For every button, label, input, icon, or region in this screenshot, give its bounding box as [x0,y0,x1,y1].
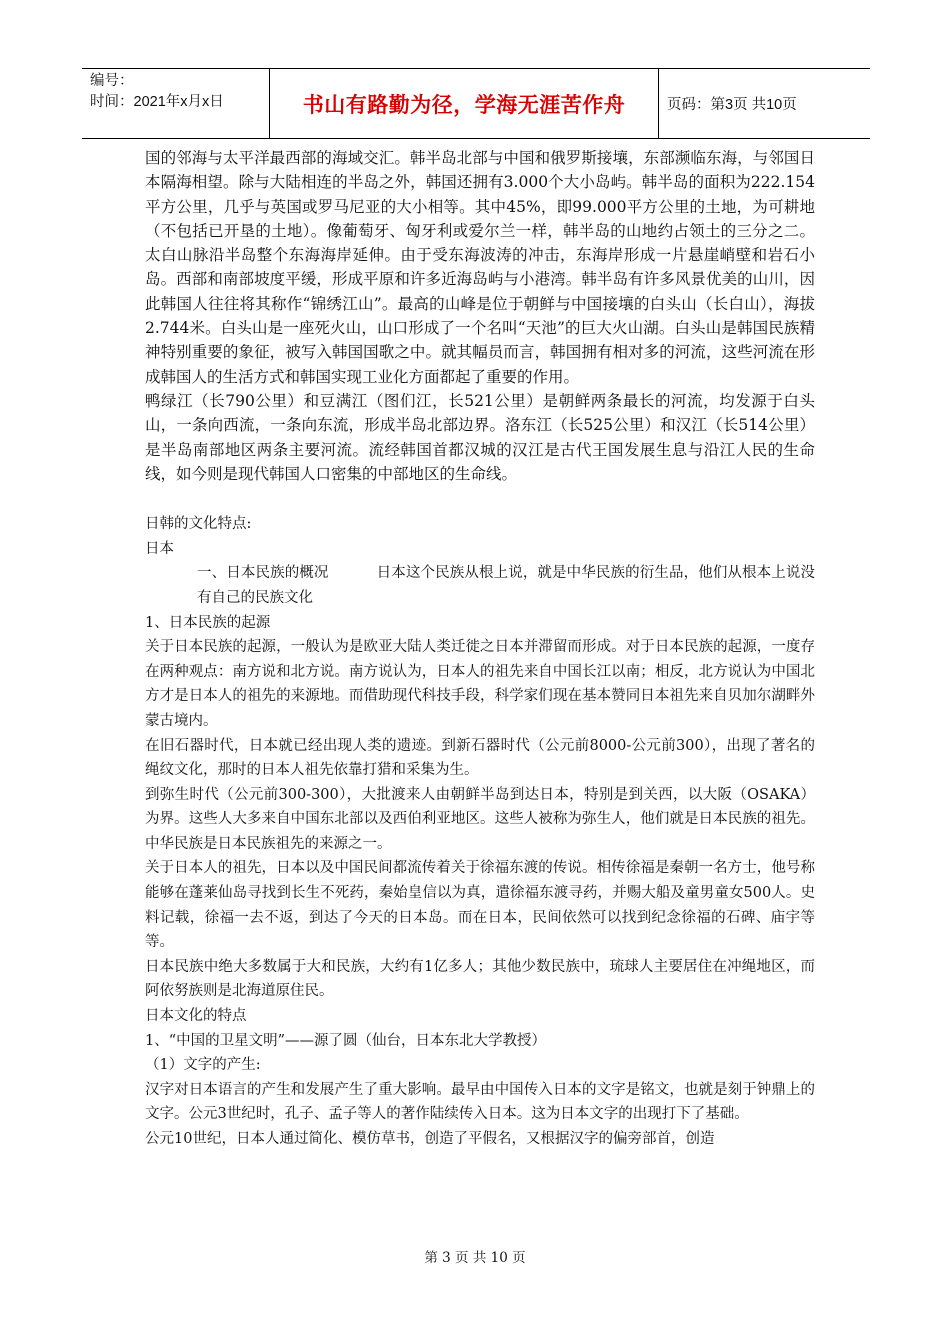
section-heading: 日韩的文化特点: [145,516,252,533]
document-body [145,146,815,1152]
body-paragraph-korea-rivers: 鸭绿江（长790公里）和豆满江（图们江，长521公里）是朝鲜两条最长的河流，均发源于白头山，一条向西流，一条向东流，形成半岛北部边界。洛东江（长525公里）和汉江（长514公里）是半岛南部地区两条主要河流。流经韩国首都汉城的汉江是古代王国发展生息与沿江人民的生命线，如今则是现代韩国人口密集的中部地区的生命线。 [145,391,815,483]
origin-paragraph: 在旧石器时代，日本就已经出现人类的遗迹。到新石器时代（公元前8000-公元前300），出现了著名的绳纹文化，那时的日本人祖先依靠打猎和采集为生。 [145,737,815,779]
culture-heading: 日本文化的特点 [145,1008,247,1025]
origin-paragraph: 关于日本民族的起源，一般认为是欧亚大陆人类迁徙之日本并滞留而形成。对于日本民族的起源，一度存在两种观点：南方说和北方说。南方说认为，日本人的祖先来自中国长江以南；相反，北方说认为中国北方才是日本人的祖先的来源地。而借助现代科技手段，科学家们现在基本赞同日本祖先来自贝加尔湖畔外蒙古境内。 [145,639,815,729]
origin-paragraph: 关于日本人的祖先，日本以及中国民间都流传着关于徐福东渡的传说。相传徐福是秦朝一名方士，他号称能够在蓬莱仙岛寻找到长生不死药，秦始皇信以为真，遣徐福东渡寻药，并赐大船及童男童女500人。史料记载，徐福一去不返，到达了今天的日本岛。而在日本，民间依然可以找到纪念徐福的石碑、庙宇等等。 [145,860,815,951]
page-footer: 第 3 页 共 10 页 [424,1250,526,1266]
header-motto: 书山有路勤为径，学海无涯苦作舟 [302,92,626,117]
origin-paragraph: 日本民族中绝大多数属于大和民族，大约有1亿多人；其他少数民族中，琉球人主要居住在冲绳地区，而阿依努族则是北海道原住民。 [145,958,815,1000]
header-page-info: 页码：第3页 共10页 [667,97,797,113]
header-motto-cell [270,69,659,138]
overview-paragraph [145,561,815,610]
writing-paragraph: 汉字对日本语言的产生和发展产生了重大影响。最早由中国传入日本的文字是铭文，也就是刻于钟鼎上的文字。公元3世纪时，孔子、孟子等人的著作陆续传入日本。这为日本文字的出现打下了基础。 [145,1081,815,1123]
page-header [82,68,870,139]
culture-item: 1、“中国的卫星文明”——源了圆（仙台，日本东北大学教授） [145,1032,547,1049]
date-label: 时间：2021年x月x日 [90,94,224,110]
overview-text: 日本这个民族从根上说，就是中华民族的衍生品，他们从根本上说没有自己的民族文化 [197,565,816,606]
writing-heading: （1）文字的产生: [145,1057,261,1074]
writing-paragraph: 公元10世纪，日本人通过简化、模仿草书，创造了平假名，又根据汉字的偏旁部首，创造 [145,1131,715,1147]
origin-paragraph: 到弥生时代（公元前300-300），大批渡来人由朝鲜半岛到达日本，特别是到关西，以大阪（OSAKA）为界。这些人大多来自中国东北部以及西伯利亚地区。这些人被称为弥生人，他们就是日本民族的祖先。中华民族是日本民族祖先的来源之一。 [145,786,815,852]
section-subheading: 日本 [145,540,174,557]
overview-title: 一、日本民族的概况 [197,565,329,582]
body-paragraph-korea-geography: 国的邻海与太平洋最西部的海域交汇。韩半岛北部与中国和俄罗斯接壤，东部濒临东海，与邻国日本隔海相望。除与大陆相连的半岛之外，韩国还拥有3.000个大小岛屿。韩半岛的面积为222.154平方公里，几乎与英国或罗马尼亚的大小相等。其中45%，即99.000平方公里的土地，为可耕地（不包括已开垦的土地）。像葡萄牙、匈牙利或爱尔兰一样，韩半岛的山地约占领土的三分之二。太白山脉沿半岛整个东海海岸延伸。由于受东海波涛的冲击，东海岸形成一片悬崖峭壁和岩石小岛。西部和南部坡度平缓，形成平原和许多近海岛屿与小港湾。韩半岛有许多风景优美的山川，因此韩国人往往将其称作“锦绣江山”。最高的山峰是位于朝鲜与中国接壤的白头山（长白山），海拔2.744米。白头山是一座死火山，山口形成了一个名叫“天池”的巨大火山湖。白头山是韩国民族精神特别重要的象征，被写入韩国国歌之中。就其幅员而言，韩国拥有相对多的河流，这些河流在形成韩国人的生活方式和韩国实现工业化方面都起了重要的作用。 [145,149,815,386]
serial-label: 编号： [90,73,134,89]
header-meta [82,69,270,138]
origin-heading: 1、日本民族的起源 [145,614,271,631]
